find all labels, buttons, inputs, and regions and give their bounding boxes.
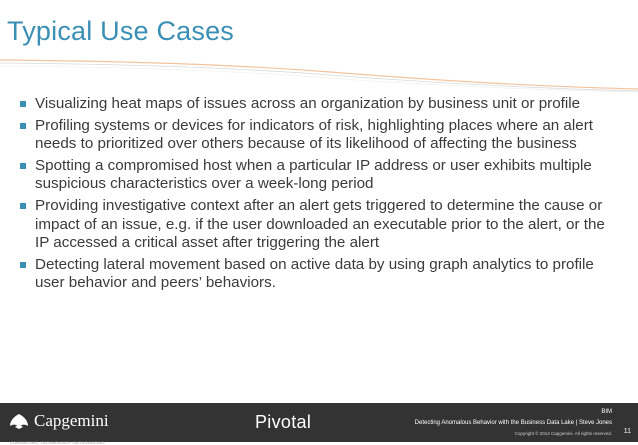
bullet-item <box>20 95 620 114</box>
bullet-text: Profiling systems or devices for indicators of risk, highlighting places where an alert needs to prioritized over others because of its likelihood of affecting the business <box>35 116 593 153</box>
bullet-item <box>20 197 620 253</box>
page-number: 11 <box>623 428 631 435</box>
capgemini-tagline: CONSULTING. TECHNOLOGY. OUTSOURCING <box>10 440 105 445</box>
bullet-marker-icon <box>20 262 26 268</box>
footer-copyright: Copyright © 2014 Capgemini. All rights reserved. <box>514 431 612 436</box>
bullet-marker-icon <box>20 163 26 169</box>
bullet-item <box>20 256 620 293</box>
footer-bim-label: BIM <box>601 409 612 415</box>
bullet-text: Detecting lateral movement based on active data by using graph analytics to profile user behavior and peers’ behaviors. <box>35 255 594 292</box>
capgemini-spade-icon <box>8 412 30 430</box>
bullet-marker-icon <box>20 203 26 209</box>
bullet-text: Providing investigative context after an alert gets triggered to determine the cause or impact of an issue, e.g. if the user downloaded an executable prior to the alert, or the IP accessed a critical asset after triggering the alert <box>35 196 605 252</box>
capgemini-wordmark: Capgemini <box>34 411 109 430</box>
bullet-text: Spotting a compromised host when a particular IP address or user exhibits multiple suspicious characteristics over a week-long period <box>35 156 592 193</box>
bullet-text: Visualizing heat maps of issues across an organization by business unit or profile <box>35 95 581 112</box>
bullet-marker-icon <box>20 101 26 107</box>
footer-talk-title: Detecting Anomalous Behavior with the Business Data Lake | Steve Jones <box>414 420 612 426</box>
title-decorative-rule <box>0 52 638 92</box>
footer-bar <box>0 403 638 445</box>
bullet-item <box>20 157 620 194</box>
pivotal-logo: Pivotal <box>255 412 312 432</box>
bullet-list <box>20 95 620 296</box>
slide-title: Typical Use Cases <box>7 16 234 46</box>
bullet-marker-icon <box>20 123 26 129</box>
bullet-item <box>20 117 620 154</box>
